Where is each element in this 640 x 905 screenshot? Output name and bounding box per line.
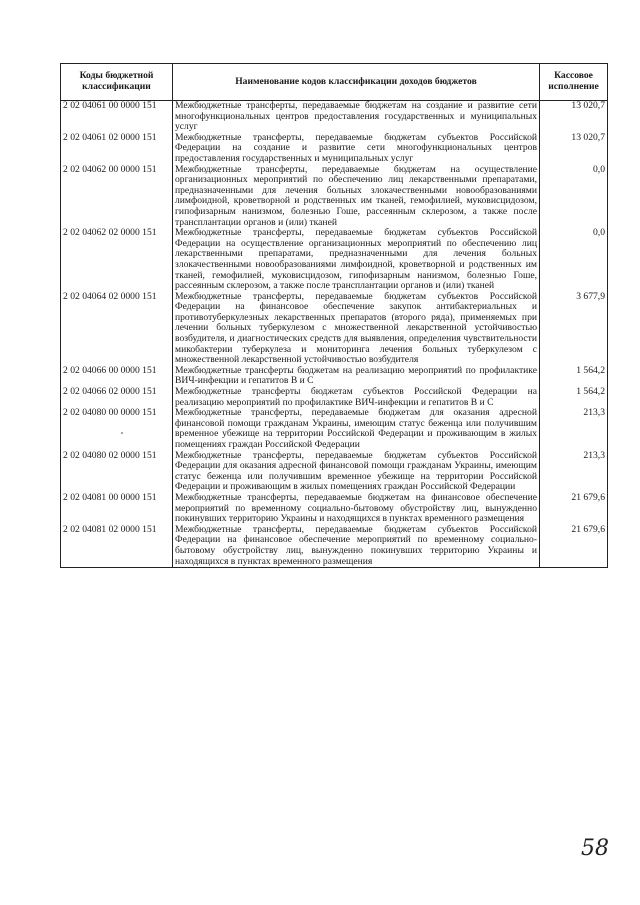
table-row: [61, 493, 608, 525]
row-amount: 213,3: [540, 451, 608, 493]
table-row: [61, 387, 608, 408]
row-name: Межбюджетные трансферты, передаваемые бюджетам субъектов Российской Федерации для оказания адресной финансовой помощи гражданам Украины, имеющим статус беженца или получившим временное убежище на территории Российской Федерации и проживающим в жилых помещениях граждан Российской Федерации: [173, 451, 540, 493]
row-amount: 21 679,6: [540, 525, 608, 568]
row-amount: 0,0: [540, 165, 608, 229]
row-name: Межбюджетные трансферты бюджетам на реализацию мероприятий по профилактике ВИЧ-инфекции и гепатитов В и С: [173, 366, 540, 387]
table-body: [61, 101, 608, 568]
row-amount: 0,0: [540, 228, 608, 292]
row-code: 2 02 04062 00 0000 151: [61, 165, 173, 229]
page-number: 58: [581, 836, 609, 861]
table-row: [61, 292, 608, 366]
table-row: [61, 133, 608, 165]
table-row: [61, 101, 608, 133]
table-header: [61, 64, 608, 101]
table-row: [61, 525, 608, 568]
row-code: 2 02 04080 02 0000 151: [61, 451, 173, 493]
table-row: [61, 228, 608, 292]
row-amount: 13 020,7: [540, 133, 608, 165]
row-code: 2 02 04081 02 0000 151: [61, 525, 173, 568]
row-code: 2 02 04061 02 0000 151: [61, 133, 173, 165]
row-code: 2 02 04080 00 0000 151: [61, 408, 173, 450]
row-name: Межбюджетные трансферты, передаваемые бюджетам на создание и развитие сети многофункциональных центров предоставления государственных и муниципальных услуг: [173, 101, 540, 133]
row-name: Межбюджетные трансферты, передаваемые бюджетам субъектов Российской Федерации на осуществление организационных мероприятий по обеспечению лиц лекарственными препаратами, предназначенными для лечения больных злокачественными новообразованиями лимфоидной, кроветворной и родственных им тканей, гемофилией, муковисцидозом, гипофизарным нанизмом, болезнью Гоше, рассеянным склерозом, а также после трансплантации органов и (или) тканей: [173, 228, 540, 292]
scan-speck: [121, 432, 123, 434]
header-row: [61, 64, 608, 101]
row-code: 2 02 04062 02 0000 151: [61, 228, 173, 292]
row-amount: 13 020,7: [540, 101, 608, 133]
row-amount: 1 564,2: [540, 387, 608, 408]
table-row: [61, 165, 608, 229]
row-code: 2 02 04066 00 0000 151: [61, 366, 173, 387]
header-code: Коды бюджетной классификации: [61, 64, 173, 101]
header-name: Наименование кодов классификации доходов бюджетов: [173, 64, 540, 101]
row-code: 2 02 04061 00 0000 151: [61, 101, 173, 133]
table-row: [61, 451, 608, 493]
row-name: Межбюджетные трансферты, передаваемые бюджетам на осуществление организационных мероприятий по обеспечению лиц лекарственными препаратами, предназначенными для лечения больных злокачественными новообразованиями лимфоидной, кроветворной и родственных им тканей, гемофилией, муковисцидозом, гипофизарным нанизмом, болезнью Гоше, рассеянным склерозом, а также после трансплантации органов и (или) тканей: [173, 165, 540, 229]
row-name: Межбюджетные трансферты бюджетам субъектов Российской Федерации на реализацию мероприятий по профилактике ВИЧ-инфекции и гепатитов В и С: [173, 387, 540, 408]
row-amount: 1 564,2: [540, 366, 608, 387]
table-row: [61, 366, 608, 387]
row-code: 2 02 04066 02 0000 151: [61, 387, 173, 408]
row-code: 2 02 04081 00 0000 151: [61, 493, 173, 525]
header-amount: Кассовое исполнение: [540, 64, 608, 101]
table-row: [61, 408, 608, 450]
row-amount: 213,3: [540, 408, 608, 450]
budget-revenue-table: [60, 63, 608, 568]
row-name: Межбюджетные трансферты, передаваемые бюджетам для оказания адресной финансовой помощи гражданам Украины, имеющим статус беженца или получившим временное убежище на территории Российской Федерации и проживающим в жилых помещениях граждан Российской Федерации: [173, 408, 540, 450]
row-name: Межбюджетные трансферты, передаваемые бюджетам субъектов Российской Федерации на создание и развитие сети многофункциональных центров предоставления государственных и муниципальных услуг: [173, 133, 540, 165]
row-code: 2 02 04064 02 0000 151: [61, 292, 173, 366]
row-name: Межбюджетные трансферты, передаваемые бюджетам на финансовое обеспечение мероприятий по временному социально-бытовому обустройству лиц, вынужденно покинувших территорию Украины и находящихся в пунктах временного размещения: [173, 493, 540, 525]
row-name: Межбюджетные трансферты, передаваемые бюджетам субъектов Российской Федерации на финансовое обеспечение мероприятий по временному социально-бытовому обустройству лиц, вынужденно покинувших территорию Украины и находящихся в пунктах временного размещения: [173, 525, 540, 568]
row-amount: 3 677,9: [540, 292, 608, 366]
row-amount: 21 679,6: [540, 493, 608, 525]
row-name: Межбюджетные трансферты, передаваемые бюджетам субъектов Российской Федерации на финансовое обеспечение закупок антибактериальных и противотуберкулезных лекарственных препаратов (второго ряда), применяемых при лечении больных туберкулезом с множественной лекарственной устойчивостью возбудителя, и диагностических средств для выявления, определения чувствительности микобактерии туберкулеза и мониторинга лечения больных туберкулезом с множественной лекарственной устойчивостью возбудителя: [173, 292, 540, 366]
